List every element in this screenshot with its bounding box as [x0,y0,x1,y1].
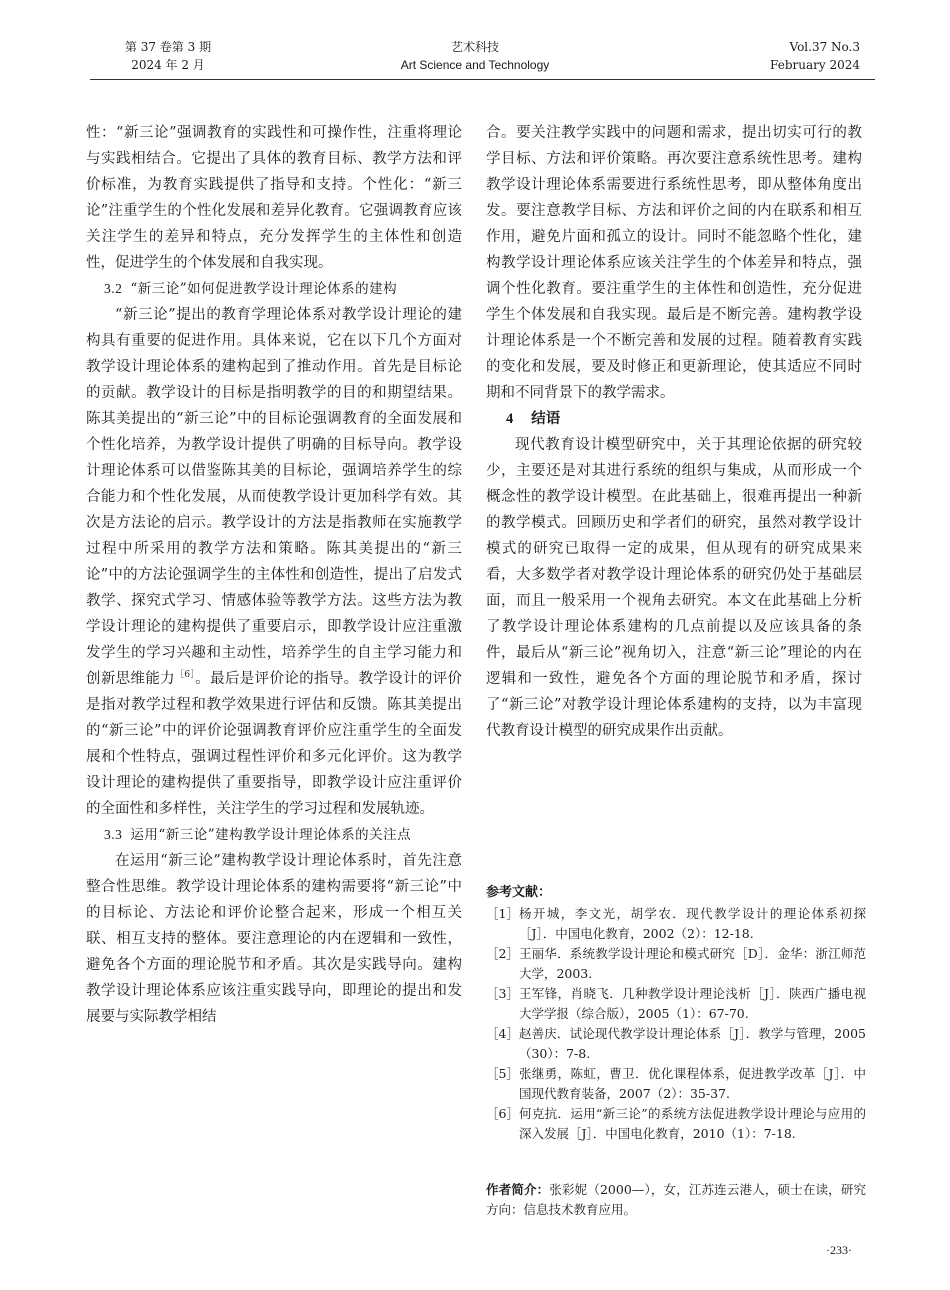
section-title: 结语 [531,410,561,427]
header-volume: 第 37 卷第 3 期 [124,40,212,54]
paragraph [86,302,462,822]
header-date: 2024 年 2 月 [131,58,205,72]
paragraph-text: “新三论”提出的教育学理论体系对教学设计理论的建构具有重要的促进作用。具体来说，它在以下几个方面对教学设计理论体系的建构起到了推动作用。首先是目标论的贡献。教学设计的目标是指明教学的目的和期望结果。陈其美提出的“新三论”中的目标论强调教育的全面发展和个性化培养，为教学设计提供了明确的目标导向。教学设计理论体系可以借鉴陈其美的目标论，强调培养学生的综合能力和个性化发展，从而使教学设计更加科学有效。其次是方法论的启示。教学设计的方法是指教师在实施教学过程中所采用的教学方法和策略。陈其美提出的“新三论”中的方法论强调学生的主体性和创造性，提出了启发式教学、探究式学习、情感体验等教学方法。这些方法为教学设计理论的建构提供了重要启示，即教学设计应注重激发学生的学习兴趣和主动性，培养学生的自主学习能力和创新思维能力 [86,307,462,687]
paragraph: 合。要关注教学实践中的问题和需求，提出切实可行的教学目标、方法和评价策略。再次要注意系统性思考。建构教学设计理论体系需要进行系统性思考，即从整体角度出发。要注意教学目标、方法和评价之间的内在联系和相互作用，避免片面和孤立的设计。同时不能忽略个性化，建构教学设计理论体系应该关注学生的个体差异和特点，强调个性化教育。要注重学生的主体性和创造性，充分促进学生个体发展和自我实现。最后是不断完善。建构教学设计理论体系是一个不断完善和发展的过程。随着教育实践的变化和发展，要及时修正和更新理论，使其适应不同时期和不同背景下的教学需求。 [486,125,862,401]
references [486,882,866,1144]
section-number: 4 [506,411,514,427]
reference-item [486,944,866,984]
section-title: 运用“新三论”建构教学设计理论体系的关注点 [130,827,412,843]
reference-item [486,1104,866,1144]
header-volume-info [108,38,228,74]
reference-number: ［1］ [486,906,519,921]
reference-number: ［2］ [486,946,519,961]
section-title: “新三论”如何促进教学设计理论体系的建构 [130,281,398,297]
paragraph: 现代教育设计模型研究中，关于其理论依据的研究较少，主要还是对其进行系统的组织与集成，从而形成一个概念性的教学设计模型。在此基础上，很难再提出一种新的教学模式。回顾历史和学者们的研究，虽然对教学设计模式的研究已取得一定的成果，但从现有的研究成果来看，大多数学者对教学设计理论体系的研究仍处于基础层面，而且一般采用一个视角去研究。本文在此基础上分析了教学设计理论体系建构的几点前提以及应该具备的条件，最后从“新三论”视角切入，注意“新三论”理论的内在逻辑和一致性，避免各个方面的理论脱节和矛盾，探讨了“新三论”对教学设计理论体系建构的支持，以为丰富现代教育设计模型的研究成果作出贡献。 [486,437,862,739]
author-bio-text: 张彩妮（2000—），女，江苏连云港人，硕士在读，研究方向：信息技术教育应用。 [486,1182,866,1217]
header-rule [90,79,875,80]
paragraph: 在运用“新三论”建构教学设计理论体系时，首先注意整合性思维。教学设计理论体系的建构需要将“新三论”中的目标论、方法论和评价论整合起来，形成一个相互关联、相互支持的整体。要注意理论的内在逻辑和一致性，避免各个方面的理论脱节和矛盾。其次是实践导向。建构教学设计理论体系应该注重实践导向，即理论的提出和发展要与实际教学相结 [86,853,462,1025]
author-bio-label: 作者简介： [486,1183,550,1197]
section-number: 3.3 [104,827,123,842]
header-journal-title [375,38,575,74]
reference-item [486,904,866,944]
page-header [0,0,950,80]
header-journal-en: Art Science and Technology [400,58,550,72]
reference-number: ［6］ [486,1106,519,1121]
reference-number: ［4］ [486,1026,519,1041]
reference-number: ［5］ [486,1066,519,1081]
reference-text: 王军锋，肖晓飞．几种教学设计理论浅析［J］．陕西广播电视大学学报（综合版），2005（1）：67-70. [518,986,866,1021]
header-volume-en: Vol.37 No.3 [789,40,860,54]
reference-number: ［3］ [486,986,519,1001]
reference-item [486,984,866,1024]
section-heading-3-2 [86,276,462,302]
references-title: 参考文献： [486,884,552,899]
section-heading-4 [486,406,862,432]
author-bio [486,1180,866,1220]
page-number: ·233· [826,1243,852,1257]
reference-item [486,1064,866,1104]
section-heading-3-3 [86,822,462,848]
header-date-en: February 2024 [770,58,860,72]
paragraph-text: 。最后是评价论的指导。教学设计的评价是指对教学过程和教学效果进行评估和反馈。陈其美提出的“新三论”中的评价论强调教育评价应注重学生的全面发展和个性特点，强调过程性评价和多元化评价。这为教学设计理论的建构提供了重要指导，即教学设计应注重评价的全面性和多样性，关注学生的学习过程和发展轨迹。 [86,671,463,817]
citation: ［6］ [175,670,196,681]
section-number: 3.2 [104,281,123,296]
reference-text: 何克抗．运用“新三论”的系统方法促进教学设计理论与应用的深入发展［J］．中国电化教育，2010（1）：7-18. [518,1106,866,1141]
header-journal-cn: 艺术科技 [450,40,499,54]
reference-text: 赵善庆．试论现代教学设计理论体系［J］．教学与管理，2005（30）：7-8. [518,1026,866,1061]
reference-text: 张继勇，陈虹，曹卫．优化课程体系，促进教学改革［J］．中国现代教育装备，2007（2）：35-37. [518,1066,866,1101]
paragraph: 性：“新三论”强调教育的实践性和可操作性，注重将理论与实践相结合。它提出了具体的教育目标、教学方法和评价标准，为教育实践提供了指导和支持。个性化：“新三论”注重学生的个性化发展和差异化教育。它强调教育应该关注学生的差异和特点，充分发挥学生的主体性和创造性，促进学生的个体发展和自我实现。 [86,125,462,271]
right-column [486,120,862,744]
header-volume-info-en [770,38,860,74]
reference-text: 王丽华．系统教学设计理论和模式研究［D］．金华：浙江师范大学，2003. [518,946,866,981]
left-column [86,120,462,1030]
reference-text: 杨开城，李文光，胡学农．现代教学设计的理论体系初探［J］．中国电化教育，2002（2）：12-18. [518,906,866,941]
reference-item [486,1024,866,1064]
